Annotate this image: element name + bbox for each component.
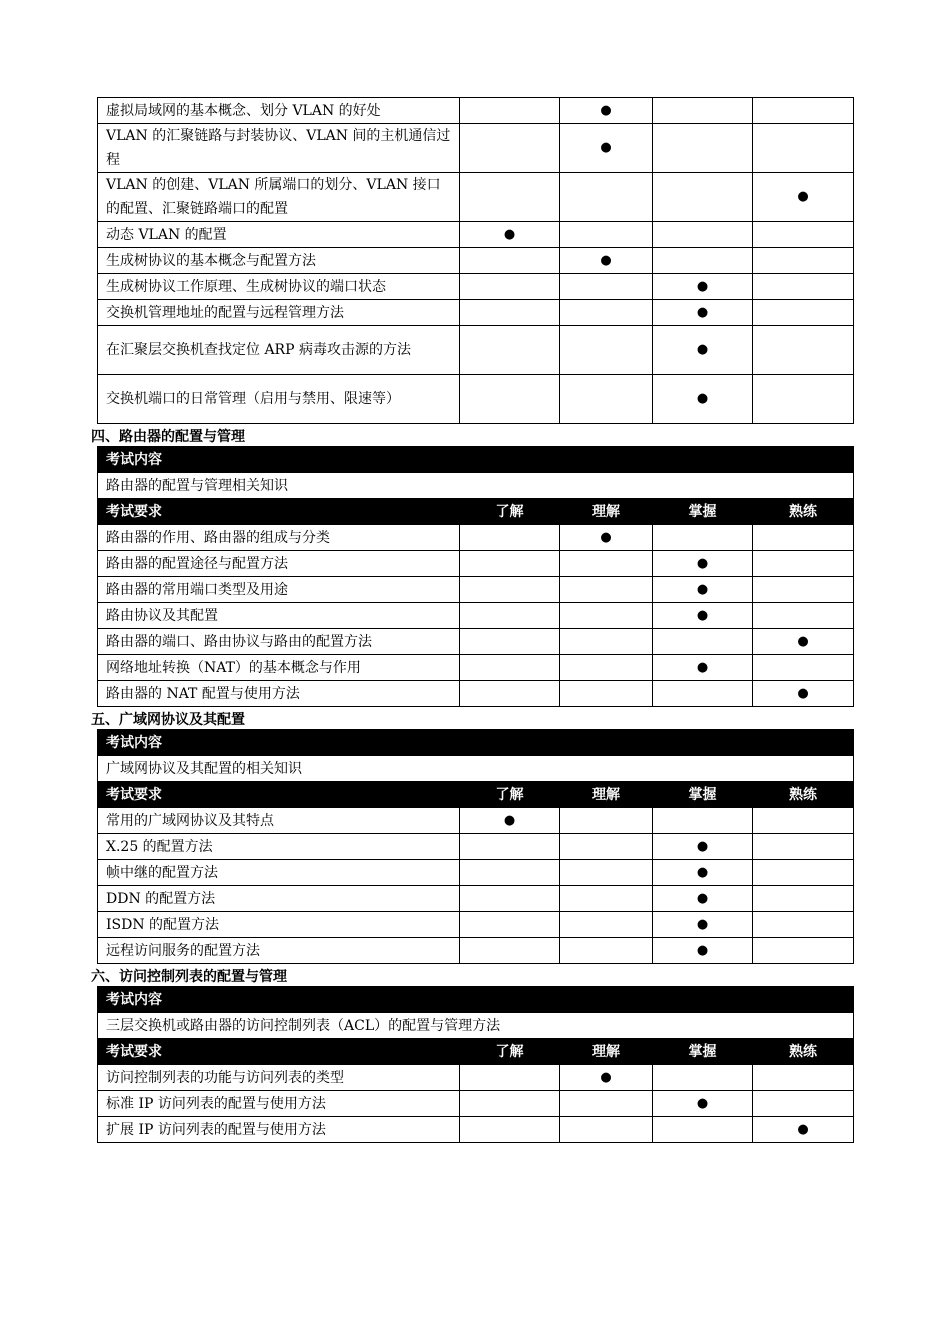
level-dot-icon: ● <box>696 278 709 294</box>
requirement-text: ISDN 的配置方法 <box>98 912 460 938</box>
level-cell <box>460 860 560 886</box>
level-cell <box>653 222 753 248</box>
level-cell <box>560 300 653 326</box>
level-cell <box>560 1091 653 1117</box>
level-dot-icon: ● <box>696 581 709 597</box>
level-cell <box>653 525 753 551</box>
table-row <box>98 1117 854 1143</box>
level-header: 掌握 <box>653 782 753 808</box>
level-cell <box>560 577 653 603</box>
requirement-text: VLAN 的汇聚链路与封装协议、VLAN 间的主机通信过程 <box>98 124 460 173</box>
requirement-text: 在汇聚层交换机查找定位 ARP 病毒攻击源的方法 <box>98 326 460 375</box>
level-dot-icon: ● <box>797 189 809 204</box>
level-dot-icon: ● <box>797 685 809 701</box>
level-cell <box>753 222 854 248</box>
level-dot-icon: ● <box>600 529 612 545</box>
requirement-header: 考试要求 <box>98 1039 460 1065</box>
level-cell <box>460 938 560 964</box>
wan-requirements-table <box>97 729 854 964</box>
level-cell <box>653 551 753 577</box>
requirement-text: 常用的广域网协议及其特点 <box>98 808 460 834</box>
router-requirements-table <box>97 446 854 707</box>
table-row <box>98 274 854 300</box>
level-cell <box>653 834 753 860</box>
table-row <box>98 124 854 173</box>
level-cell <box>653 577 753 603</box>
level-cell <box>560 912 653 938</box>
level-cell <box>560 681 653 707</box>
level-cell <box>460 326 560 375</box>
level-cell <box>560 222 653 248</box>
level-header: 掌握 <box>653 499 753 525</box>
level-cell <box>460 603 560 629</box>
level-header: 理解 <box>560 782 653 808</box>
level-cell <box>560 860 653 886</box>
level-cell <box>653 1091 753 1117</box>
level-cell <box>753 326 854 375</box>
requirement-text: 路由器的常用端口类型及用途 <box>98 577 460 603</box>
level-cell <box>560 98 653 124</box>
requirement-text: 远程访问服务的配置方法 <box>98 938 460 964</box>
level-cell <box>460 655 560 681</box>
level-cell <box>753 525 854 551</box>
level-dot-icon: ● <box>797 1121 809 1137</box>
level-cell <box>653 938 753 964</box>
requirement-text: 生成树协议的基本概念与配置方法 <box>98 248 460 274</box>
level-cell <box>460 222 560 248</box>
level-dot-icon: ● <box>696 304 709 320</box>
section-title: 四、路由器的配置与管理 <box>91 429 245 445</box>
level-cell <box>653 1065 753 1091</box>
acl-requirements-table <box>97 986 854 1143</box>
table-row <box>98 603 854 629</box>
level-cell <box>560 248 653 274</box>
level-dot-icon: ● <box>696 1095 709 1111</box>
table-row <box>98 326 854 375</box>
level-header: 了解 <box>460 499 560 525</box>
level-cell <box>560 1117 653 1143</box>
level-cell <box>653 375 753 424</box>
content-row <box>98 473 854 499</box>
table-row <box>98 808 854 834</box>
level-header: 了解 <box>460 782 560 808</box>
content-header: 考试内容 <box>98 730 854 756</box>
level-cell <box>753 629 854 655</box>
level-cell <box>753 938 854 964</box>
requirement-text: 路由器的作用、路由器的组成与分类 <box>98 525 460 551</box>
level-cell <box>560 124 653 173</box>
content-text: 路由器的配置与管理相关知识 <box>98 473 854 499</box>
level-cell <box>753 173 854 222</box>
level-cell <box>560 551 653 577</box>
level-cell <box>560 629 653 655</box>
level-cell <box>753 248 854 274</box>
requirement-text: 路由器的配置途径与配置方法 <box>98 551 460 577</box>
level-cell <box>753 808 854 834</box>
requirement-text: DDN 的配置方法 <box>98 886 460 912</box>
vlan-requirements-table <box>97 97 854 424</box>
level-cell <box>560 603 653 629</box>
requirement-header: 考试要求 <box>98 499 460 525</box>
table-row <box>98 1065 854 1091</box>
level-cell <box>460 1065 560 1091</box>
level-cell <box>653 603 753 629</box>
level-cell <box>653 300 753 326</box>
level-cell <box>753 834 854 860</box>
table-row <box>98 577 854 603</box>
table-row <box>98 1091 854 1117</box>
content-header: 考试内容 <box>98 447 854 473</box>
table-row <box>98 629 854 655</box>
level-cell <box>460 274 560 300</box>
level-cell <box>460 551 560 577</box>
level-dot-icon: ● <box>696 942 709 958</box>
requirement-header-row <box>98 1039 854 1065</box>
content-text: 广域网协议及其配置的相关知识 <box>98 756 854 782</box>
requirement-text: 访问控制列表的功能与访问列表的类型 <box>98 1065 460 1091</box>
section-gap <box>91 707 853 729</box>
level-cell <box>753 860 854 886</box>
level-cell <box>560 655 653 681</box>
level-cell <box>460 124 560 173</box>
level-cell <box>560 173 653 222</box>
level-header: 理解 <box>560 499 653 525</box>
table-row <box>98 834 854 860</box>
level-dot-icon: ● <box>696 890 709 906</box>
table-row <box>98 98 854 124</box>
level-cell <box>753 886 854 912</box>
table-row <box>98 886 854 912</box>
level-cell <box>560 375 653 424</box>
level-cell <box>753 603 854 629</box>
level-cell <box>460 681 560 707</box>
level-dot-icon: ● <box>696 607 709 623</box>
level-dot-icon: ● <box>696 659 709 675</box>
table-row <box>98 655 854 681</box>
level-cell <box>460 912 560 938</box>
level-cell <box>653 248 753 274</box>
content-header-row <box>98 730 854 756</box>
level-cell <box>560 326 653 375</box>
level-cell <box>653 274 753 300</box>
level-cell <box>653 326 753 375</box>
table-row <box>98 938 854 964</box>
requirement-text: 帧中继的配置方法 <box>98 860 460 886</box>
level-cell <box>753 577 854 603</box>
level-cell <box>753 1065 854 1091</box>
requirement-text: 虚拟局域网的基本概念、划分 VLAN 的好处 <box>98 98 460 124</box>
section-gap <box>91 424 853 446</box>
level-dot-icon: ● <box>503 226 516 242</box>
level-cell <box>753 551 854 577</box>
requirement-header-row <box>98 782 854 808</box>
level-cell <box>460 834 560 860</box>
level-header: 理解 <box>560 1039 653 1065</box>
level-cell <box>560 834 653 860</box>
level-cell <box>460 248 560 274</box>
content-row <box>98 1013 854 1039</box>
content-text: 三层交换机或路由器的访问控制列表（ACL）的配置与管理方法 <box>98 1013 854 1039</box>
level-dot-icon: ● <box>696 838 709 854</box>
level-dot-icon: ● <box>600 102 612 118</box>
level-cell <box>753 300 854 326</box>
level-cell <box>753 1117 854 1143</box>
level-header: 熟练 <box>753 499 854 525</box>
document-page <box>91 97 853 1143</box>
level-cell <box>653 629 753 655</box>
table-row <box>98 860 854 886</box>
level-cell <box>460 525 560 551</box>
level-dot-icon: ● <box>600 140 612 155</box>
level-cell <box>560 525 653 551</box>
level-cell <box>653 912 753 938</box>
level-cell <box>460 300 560 326</box>
level-cell <box>653 860 753 886</box>
level-dot-icon: ● <box>797 633 809 649</box>
requirement-header: 考试要求 <box>98 782 460 808</box>
level-cell <box>460 375 560 424</box>
requirement-text: 网络地址转换（NAT）的基本概念与作用 <box>98 655 460 681</box>
level-dot-icon: ● <box>696 916 709 932</box>
requirement-text: 交换机管理地址的配置与远程管理方法 <box>98 300 460 326</box>
level-cell <box>560 938 653 964</box>
level-cell <box>560 886 653 912</box>
level-cell <box>753 98 854 124</box>
content-header: 考试内容 <box>98 987 854 1013</box>
requirement-text: 路由器的端口、路由协议与路由的配置方法 <box>98 629 460 655</box>
level-cell <box>753 681 854 707</box>
level-cell <box>560 274 653 300</box>
level-header: 掌握 <box>653 1039 753 1065</box>
content-header-row <box>98 987 854 1013</box>
requirement-text: 生成树协议工作原理、生成树协议的端口状态 <box>98 274 460 300</box>
level-header: 熟练 <box>753 782 854 808</box>
requirement-text: 路由器的 NAT 配置与使用方法 <box>98 681 460 707</box>
table-row <box>98 525 854 551</box>
level-cell <box>460 98 560 124</box>
level-header: 了解 <box>460 1039 560 1065</box>
table-row <box>98 681 854 707</box>
table-row <box>98 551 854 577</box>
content-header-row <box>98 447 854 473</box>
table-row <box>98 248 854 274</box>
content-row <box>98 756 854 782</box>
level-dot-icon: ● <box>696 555 709 571</box>
level-cell <box>653 1117 753 1143</box>
level-cell <box>653 681 753 707</box>
section-gap <box>91 964 853 986</box>
requirement-text: 标准 IP 访问列表的配置与使用方法 <box>98 1091 460 1117</box>
level-cell <box>653 886 753 912</box>
level-cell <box>560 1065 653 1091</box>
level-cell <box>653 173 753 222</box>
requirement-header-row <box>98 499 854 525</box>
requirement-text: 交换机端口的日常管理（启用与禁用、限速等） <box>98 375 460 424</box>
level-cell <box>653 98 753 124</box>
table-row <box>98 173 854 222</box>
level-cell <box>753 655 854 681</box>
level-cell <box>753 274 854 300</box>
level-cell <box>753 124 854 173</box>
level-cell <box>460 1091 560 1117</box>
level-cell <box>460 886 560 912</box>
level-cell <box>753 912 854 938</box>
level-dot-icon: ● <box>600 252 612 268</box>
level-cell <box>460 629 560 655</box>
requirement-text: 动态 VLAN 的配置 <box>98 222 460 248</box>
level-cell <box>753 375 854 424</box>
requirement-text: 扩展 IP 访问列表的配置与使用方法 <box>98 1117 460 1143</box>
table-row <box>98 912 854 938</box>
requirement-text: X.25 的配置方法 <box>98 834 460 860</box>
level-dot-icon: ● <box>600 1069 612 1085</box>
table-row <box>98 222 854 248</box>
level-cell <box>653 124 753 173</box>
level-cell <box>460 808 560 834</box>
level-dot-icon: ● <box>503 812 516 828</box>
level-cell <box>753 1091 854 1117</box>
level-cell <box>653 655 753 681</box>
section-title: 六、访问控制列表的配置与管理 <box>91 969 287 985</box>
requirement-text: 路由协议及其配置 <box>98 603 460 629</box>
level-dot-icon: ● <box>696 864 709 880</box>
requirement-text: VLAN 的创建、VLAN 所属端口的划分、VLAN 接口的配置、汇聚链路端口的配置 <box>98 173 460 222</box>
table-row <box>98 375 854 424</box>
level-cell <box>560 808 653 834</box>
table-row <box>98 300 854 326</box>
level-dot-icon: ● <box>696 342 709 357</box>
level-cell <box>653 808 753 834</box>
level-dot-icon: ● <box>696 391 709 406</box>
level-cell <box>460 1117 560 1143</box>
level-header: 熟练 <box>753 1039 854 1065</box>
level-cell <box>460 577 560 603</box>
section-title: 五、广域网协议及其配置 <box>91 712 245 728</box>
level-cell <box>460 173 560 222</box>
